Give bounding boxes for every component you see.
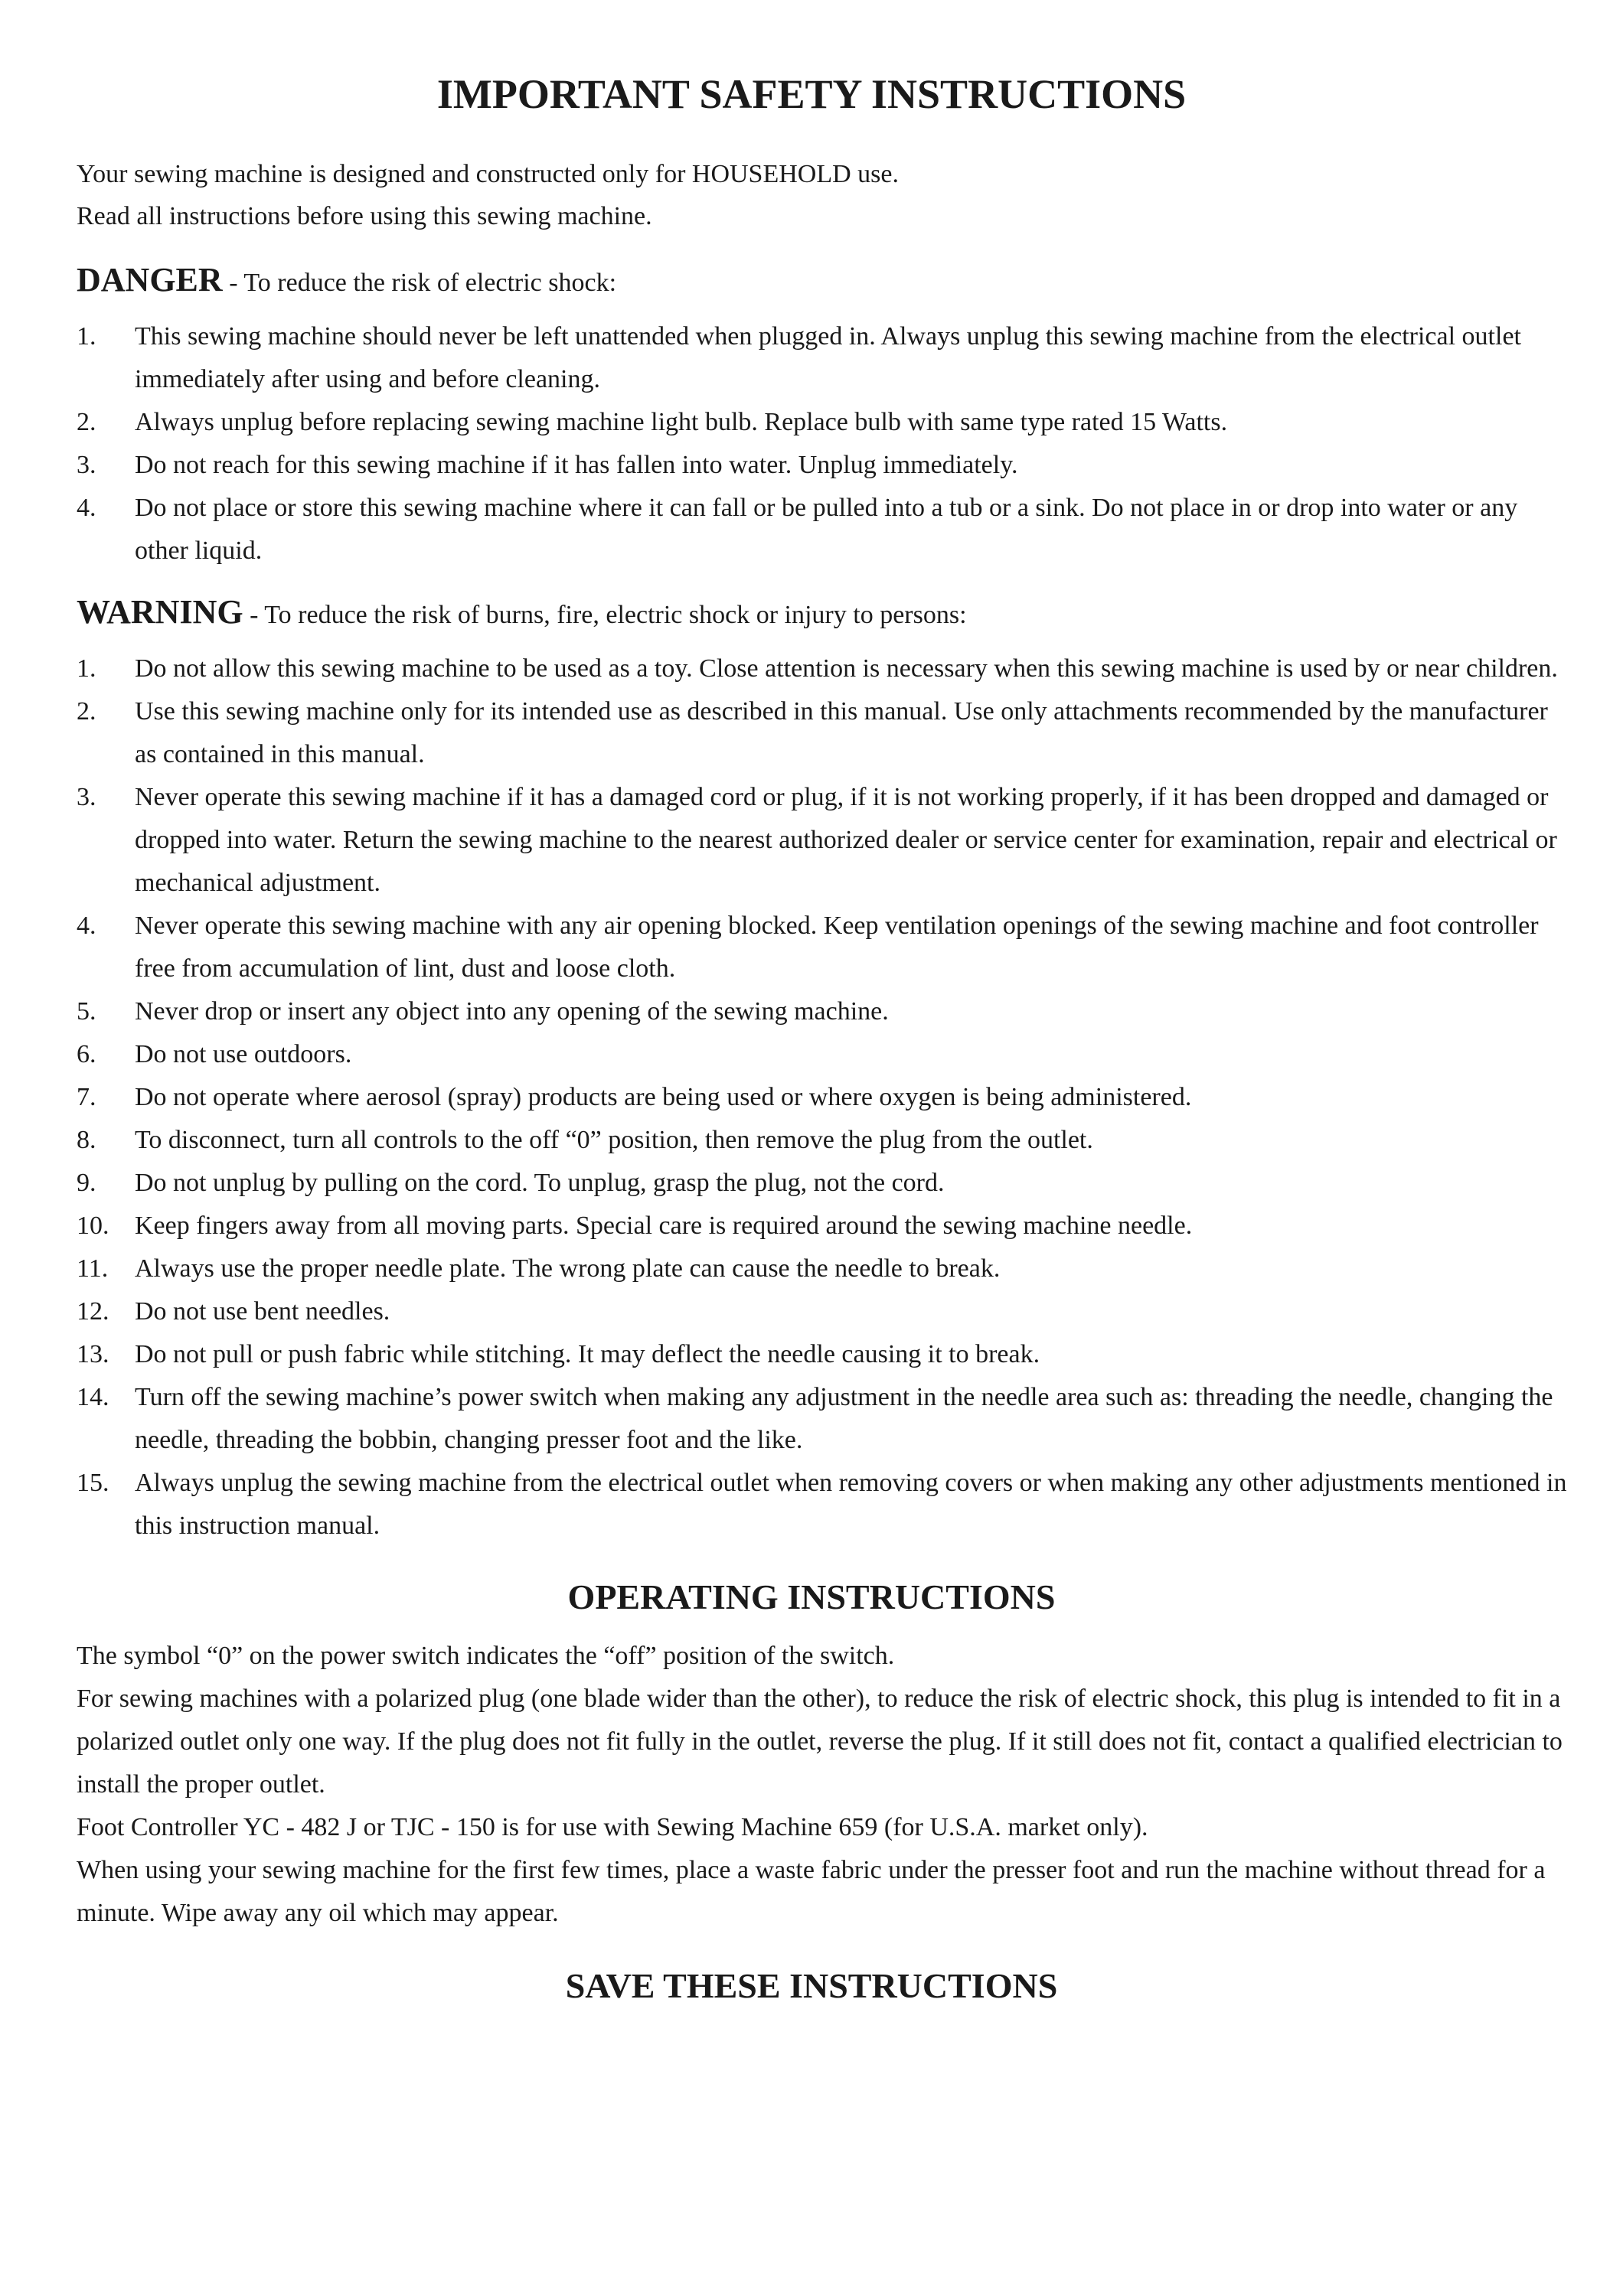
- item-number: 14.: [77, 1383, 109, 1411]
- page-title: IMPORTANT SAFETY INSTRUCTIONS: [436, 71, 1187, 117]
- item-number: 11.: [77, 1254, 109, 1283]
- item-text: Do not pull or push fabric while stitching. It may deflect the needle causing it to break.: [135, 1340, 1040, 1368]
- item-text: Do not use outdoors.: [135, 1040, 352, 1068]
- item-number: 6.: [77, 1040, 96, 1068]
- operating-paragraph: The symbol “0” on the power switch indicates the “off” position of the switch.: [77, 1642, 895, 1670]
- item-text: Keep fingers away from all moving parts. Special care is required around the sewing machine needle.: [135, 1212, 1193, 1240]
- operating-title: OPERATING INSTRUCTIONS: [567, 1577, 1056, 1616]
- item-text: Always use the proper needle plate. The wrong plate can cause the needle to break.: [135, 1254, 1001, 1283]
- item-text: Use this sewing machine only for its intended use as described in this manual. Use only attachments recommended by the manufacturer as contained in this manual.: [135, 697, 1548, 768]
- item-number: 10.: [77, 1212, 109, 1240]
- item-number: 15.: [77, 1469, 109, 1497]
- list-item: [77, 690, 1569, 776]
- item-text: Turn off the sewing machine’s power switch when making any adjustment in the needle area such as: threading the needle, changing the needle, threading the bobbin, changing presser foot and the like.: [135, 1383, 1553, 1454]
- item-text: Do not operate where aerosol (spray) products are being used or where oxygen is being administered.: [135, 1083, 1192, 1111]
- operating-body: [77, 1635, 1569, 1935]
- item-number: 2.: [77, 408, 96, 436]
- item-number: 9.: [77, 1169, 96, 1197]
- item-text: Do not reach for this sewing machine if it has fallen into water. Unplug immediately.: [135, 451, 1018, 479]
- item-text: Always unplug the sewing machine from the electrical outlet when removing covers or when making any other adjustments mentioned in this instruction manual.: [135, 1469, 1567, 1540]
- list-item: [77, 401, 1569, 444]
- item-text: Do not place or store this sewing machine where it can fall or be pulled into a tub or a sink. Do not place in or drop into water or any other liquid.: [135, 494, 1518, 565]
- item-text: Do not unplug by pulling on the cord. To unplug, grasp the plug, not the cord.: [135, 1169, 945, 1197]
- danger-keyword: DANGER: [77, 261, 223, 298]
- list-item: [77, 1033, 1569, 1076]
- operating-paragraph: Foot Controller YC - 482 J or TJC - 150 is for use with Sewing Machine 659 (for U.S.A. market only).: [77, 1813, 1148, 1841]
- list-item: [77, 647, 1569, 690]
- warning-keyword: WARNING: [77, 593, 243, 631]
- item-text: To disconnect, turn all controls to the off “0” position, then remove the plug from the outlet.: [135, 1126, 1093, 1154]
- item-text: This sewing machine should never be left unattended when plugged in. Always unplug this sewing machine from the electrical outlet immediately after using and before cleaning.: [135, 322, 1521, 393]
- item-number: 3.: [77, 451, 96, 479]
- item-text: Always unplug before replacing sewing machine light bulb. Replace bulb with same type rated 15 Watts.: [135, 408, 1228, 436]
- list-item: [77, 444, 1569, 487]
- intro-paragraph: [77, 153, 1569, 237]
- item-number: 7.: [77, 1083, 96, 1111]
- item-text: Never drop or insert any object into any opening of the sewing machine.: [135, 997, 889, 1026]
- item-number: 4.: [77, 494, 96, 522]
- list-item: [77, 1376, 1569, 1462]
- item-number: 1.: [77, 654, 96, 683]
- danger-list: [77, 315, 1569, 572]
- item-number: 4.: [77, 912, 96, 940]
- intro-line: Read all instructions before using this sewing machine.: [77, 202, 652, 230]
- save-instructions-title: SAVE THESE INSTRUCTIONS: [565, 1966, 1058, 2005]
- list-item: [77, 1333, 1569, 1376]
- list-item: [77, 1162, 1569, 1205]
- danger-heading: [77, 259, 1592, 305]
- item-number: 13.: [77, 1340, 109, 1368]
- warning-heading-text: - To reduce the risk of burns, fire, electric shock or injury to persons:: [243, 601, 967, 629]
- list-item: [77, 1119, 1569, 1162]
- warning-list: [77, 647, 1569, 1548]
- list-item: [77, 1076, 1569, 1119]
- list-item: [77, 1205, 1569, 1247]
- item-number: 5.: [77, 997, 96, 1026]
- intro-line: Your sewing machine is designed and constructed only for HOUSEHOLD use.: [77, 160, 899, 188]
- warning-heading: [77, 591, 1592, 637]
- list-item: [77, 1247, 1569, 1290]
- item-text: Never operate this sewing machine if it has a damaged cord or plug, if it is not working properly, if it has been dropped and damaged or dropped into water. Return the sewing machine to the nearest authorized dealer or service center for examination, repair and electrical or mechanical adjustment.: [135, 783, 1557, 897]
- item-number: 3.: [77, 783, 96, 811]
- list-item: [77, 1290, 1569, 1333]
- item-number: 2.: [77, 697, 96, 726]
- item-number: 1.: [77, 322, 96, 351]
- list-item: [77, 776, 1569, 905]
- list-item: [77, 487, 1569, 572]
- item-text: Never operate this sewing machine with any air opening blocked. Keep ventilation openings of the sewing machine and foot controller free from accumulation of lint, dust and loose cloth.: [135, 912, 1539, 983]
- operating-paragraph: When using your sewing machine for the first few times, place a waste fabric under the presser foot and run the machine without thread for a minute. Wipe away any oil which may appear.: [77, 1856, 1546, 1927]
- list-item: [77, 990, 1569, 1033]
- item-number: 8.: [77, 1126, 96, 1154]
- list-item: [77, 905, 1569, 990]
- item-text: Do not use bent needles.: [135, 1297, 390, 1326]
- item-text: Do not allow this sewing machine to be used as a toy. Close attention is necessary when this sewing machine is used by or near children.: [135, 654, 1558, 683]
- operating-paragraph: For sewing machines with a polarized plug (one blade wider than the other), to reduce the risk of electric shock, this plug is intended to fit in a polarized outlet only one way. If the plug does not fit fully in the outlet, reverse the plug. If it still does not fit, contact a qualified electrician to install the proper outlet.: [77, 1684, 1563, 1799]
- item-number: 12.: [77, 1297, 109, 1326]
- danger-heading-text: - To reduce the risk of electric shock:: [222, 269, 617, 297]
- list-item: [77, 315, 1569, 401]
- list-item: [77, 1462, 1569, 1548]
